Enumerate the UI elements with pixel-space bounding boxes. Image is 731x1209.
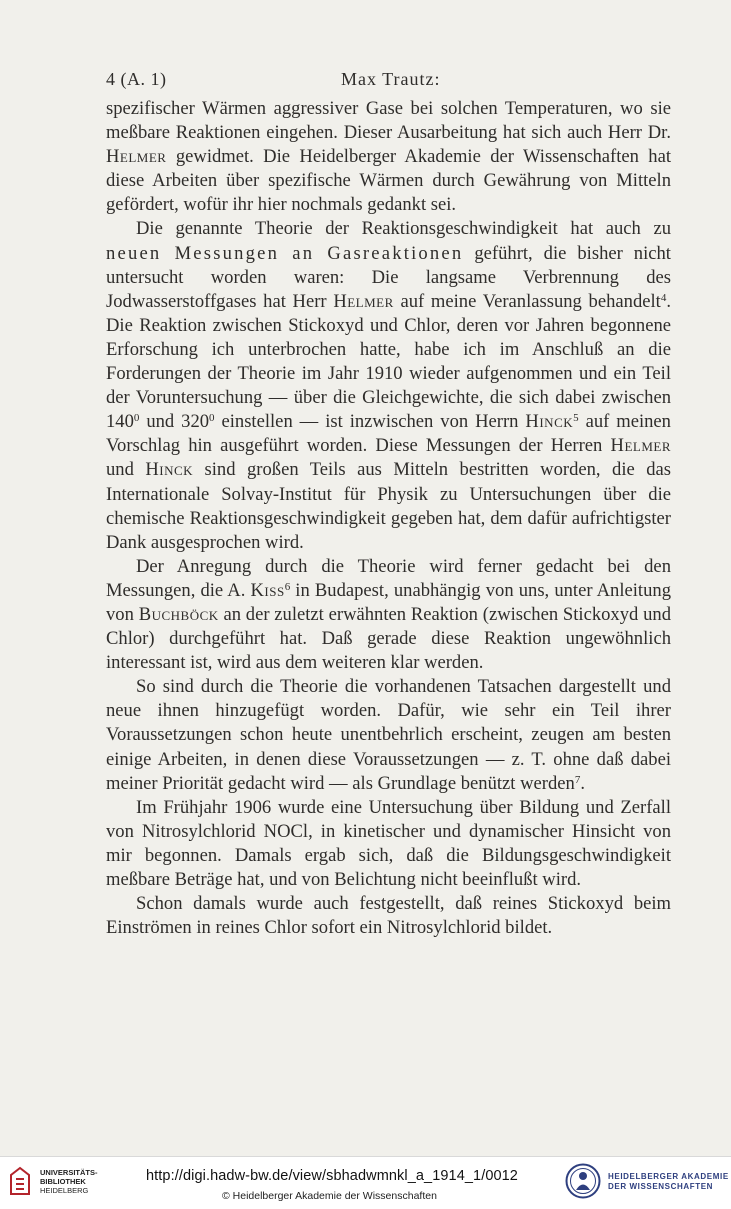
person-name: Kiss: [250, 579, 285, 601]
copyright-notice: © Heidelberger Akademie der Wissenschaften: [222, 1190, 437, 1202]
academy-name: [608, 1172, 729, 1192]
hadw-seal-logo-icon: [565, 1163, 601, 1199]
person-name: Helmer: [106, 146, 167, 168]
text-run: So sind durch die Theorie die vorhandenen Tatsachen dargestellt und neue ihnen hinzugefügt worden. Dafür, wie sehr ein Teil ihrer Voraussetzungen schon heute unentbehrlich erscheint, zeugen am besten einige Arbeiten, in denen diese Voraussetzungen — z. T. ohne daß dabei meiner Priorität gedacht wird — als Grundlage benützt werden: [106, 676, 671, 794]
footnote-marker: 6: [284, 580, 291, 593]
text-run: Im Frühjahr 1906 wurde eine Untersuchung über Bildung und Zerfall von Nitrosylchlorid NOCl, in kinetischer und dynamischer Hinsicht von mir begonnen. Damals ergab sich, daß die Bildungsgeschwindigkeit meßbare Beträge hat, und von Belichtung nicht beeinflußt wird.: [106, 796, 671, 890]
paragraph: [106, 892, 671, 940]
text-run: . Die Reaktion zwischen Stickoxyd und Chlor, deren vor Jahren begonnene Erforschung ich unterbrochen hatte, habe ich im Anschluß an die Forderungen der Theorie im Jahr 1910 wieder aufgenommen und ein Teil der Voruntersuchung — über die Gleichgewichte, die sich dabei zwischen 140: [106, 290, 671, 433]
footnote-marker: 0: [209, 412, 215, 425]
paragraph: [106, 97, 671, 217]
running-head: [106, 66, 671, 92]
text-run: und 320: [139, 411, 210, 433]
text-run: geführt, die bisher nicht untersucht worden waren: Die langsame Verbrennung des Jodwasserstoffgases hat Herr: [106, 242, 671, 312]
person-name: Buchböck: [138, 603, 219, 625]
footnote-marker: 0: [133, 412, 140, 425]
paragraph: [106, 555, 671, 675]
library-name-line: BIBLIOTHEK: [40, 1177, 86, 1186]
text-run: auf meine Veranlassung behandelt: [393, 290, 661, 312]
text-run: sind großen Teils aus Mitteln bestritten worden, die das Internationale Solvay-Institut für Physik zu Untersuchungen über die chemische Reaktionsgeschwindigkeit gegeben hat, dem dafür aufrichtigster Dank ausgesprochen wird.: [106, 459, 671, 553]
footer-bar: [0, 1156, 731, 1209]
academy-name-line: DER WISSENSCHAFTEN: [608, 1182, 714, 1191]
text-run: .: [580, 772, 585, 794]
library-name-line: HEIDELBERG: [40, 1186, 89, 1195]
footnote-marker: 7: [574, 773, 581, 786]
person-name: Helmer: [610, 435, 671, 457]
footnote-marker: 5: [573, 412, 579, 425]
academy-name-line: HEIDELBERGER AKADEMIE: [608, 1172, 729, 1181]
paragraph: [106, 217, 671, 554]
text-run: Der Anregung durch die Theorie wird ferner gedacht bei den Messungen, die A.: [106, 555, 671, 601]
text-run: auf meinen Vorschlag hin ausgeführt worden. Diese Messungen der Herren: [106, 411, 671, 457]
person-name: Hinck: [145, 459, 194, 481]
text-run: spezifischer Wärmen aggressiver Gase bei solchen Temperaturen, wo sie meßbare Reaktionen eingehen. Dieser Ausarbeitung hat sich auch Herr Dr.: [106, 98, 671, 144]
emphasized-text: neuen Messungen an Gasreaktionen: [106, 242, 464, 264]
text-run: an der zuletzt erwähnten Reaktion (zwischen Stickoxyd und Chlor) durchgeführt hat. Daß gerade diese Reaktion ungewöhnlich interessant ist, wird aus dem weiteren klar werden.: [106, 603, 671, 674]
footnote-marker: 4: [660, 291, 667, 304]
permalink-url[interactable]: http://digi.hadw-bw.de/view/sbhadwmnkl_a_1914_1/0012: [146, 1168, 518, 1184]
person-name: Hinck: [525, 411, 574, 433]
page-number: 4 (A. 1): [106, 69, 167, 89]
text-run: Die genannte Theorie der Reaktionsgeschwindigkeit hat auch zu: [136, 218, 671, 240]
library-name-line: UNIVERSITÄTS-: [40, 1168, 98, 1177]
body-text: [106, 97, 671, 940]
paragraph: [106, 796, 671, 892]
text-run: gewidmet. Die Heidelberger Akademie der Wissenschaften hat diese Arbeiten über spezifische Wärmen durch Gewährung von Mitteln gefördert, wofür ihr hier nochmals gedankt sei.: [106, 146, 671, 216]
text-run: einstellen — ist inzwischen von Herrn: [214, 411, 526, 433]
paragraph: [106, 675, 671, 795]
running-head-author: Max Trautz:: [341, 69, 441, 89]
text-run: Schon damals wurde auch festgestellt, daß reines Stickoxyd beim Einströmen in reines Chlor sofort ein Nitrosylchlorid bildet.: [106, 893, 671, 939]
text-run: in Budapest, unabhängig von uns, unter Anleitung von: [106, 579, 671, 625]
text-run: und: [106, 459, 146, 481]
library-name: [40, 1168, 98, 1195]
person-name: Helmer: [333, 290, 394, 312]
ub-heidelberg-logo-icon: [8, 1166, 32, 1198]
